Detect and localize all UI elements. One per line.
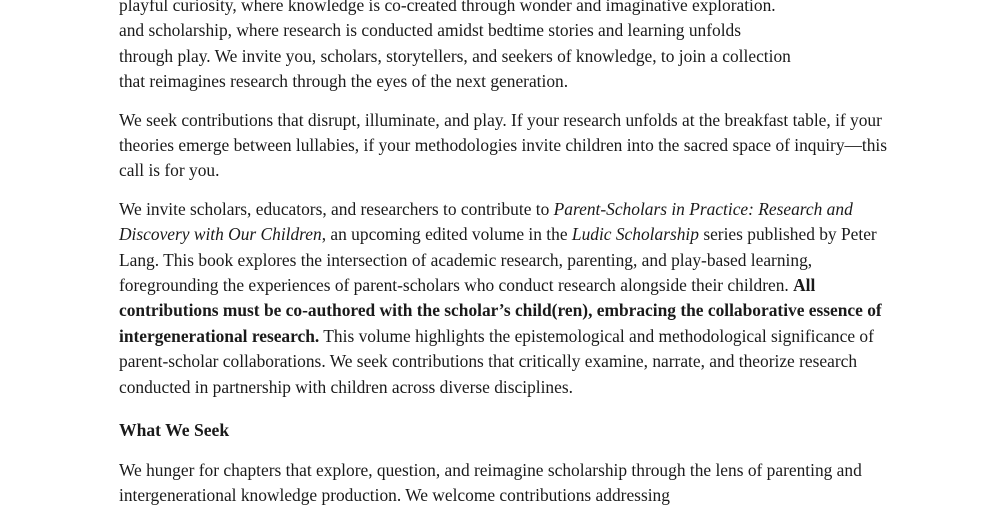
invitation-tail: series published by Peter Lang. This book explores the intersection of academic research, parenting, and play-based learning, foregrounding the experiences of parent-scholars who conduct research alongside their children. (119, 224, 877, 296)
document-page (119, 0, 889, 508)
section-heading: What We Seek (119, 420, 230, 441)
intro-line: through play. We invite you, scholars, storytellers, and seekers of knowledge, to join a collection (119, 45, 791, 66)
invitation-lead: We invite scholars, educators, and researchers to contribute to (119, 198, 554, 219)
invitation-closing: This volume highlights the epistemological and methodological significance of parent-scholar collaborations. We seek contributions that critically examine, narrate, and theorize research conducted in partnership with children across diverse disciplines. (119, 325, 874, 397)
intro-line: playful curiosity, where knowledge is co-created through wonder and imaginative exploration. (119, 0, 776, 15)
intro-line: that reimagines research through the eyes of the next generation. (119, 71, 569, 92)
book-title: Parent-Scholars in Practice: Research and Discovery with Our Children (119, 198, 853, 245)
intro-line: and scholarship, where research is conducted amidst bedtime stories and learning unfolds (119, 20, 742, 41)
series-title: Ludic Scholarship (571, 224, 699, 245)
seek-paragraph: We hunger for chapters that explore, question, and reimagine scholarship through the lens of parenting and intergenerational knowledge production. We welcome contributions addressing (119, 459, 862, 505)
intro-paragraph (119, 0, 889, 95)
call-paragraph: We seek contributions that disrupt, illuminate, and play. If your research unfolds at the breakfast table, if your theories emerge between lullabies, if your methodologies invite children into the sacred space of inquiry—this call is for you. (119, 109, 888, 181)
invitation-mid: , an upcoming edited volume in the (321, 224, 572, 245)
invitation-paragraph (119, 197, 889, 400)
co-author-requirement: All contributions must be co-authored with the scholar’s child(ren), embracing the collaborative essence of intergenerational research. (119, 275, 882, 346)
